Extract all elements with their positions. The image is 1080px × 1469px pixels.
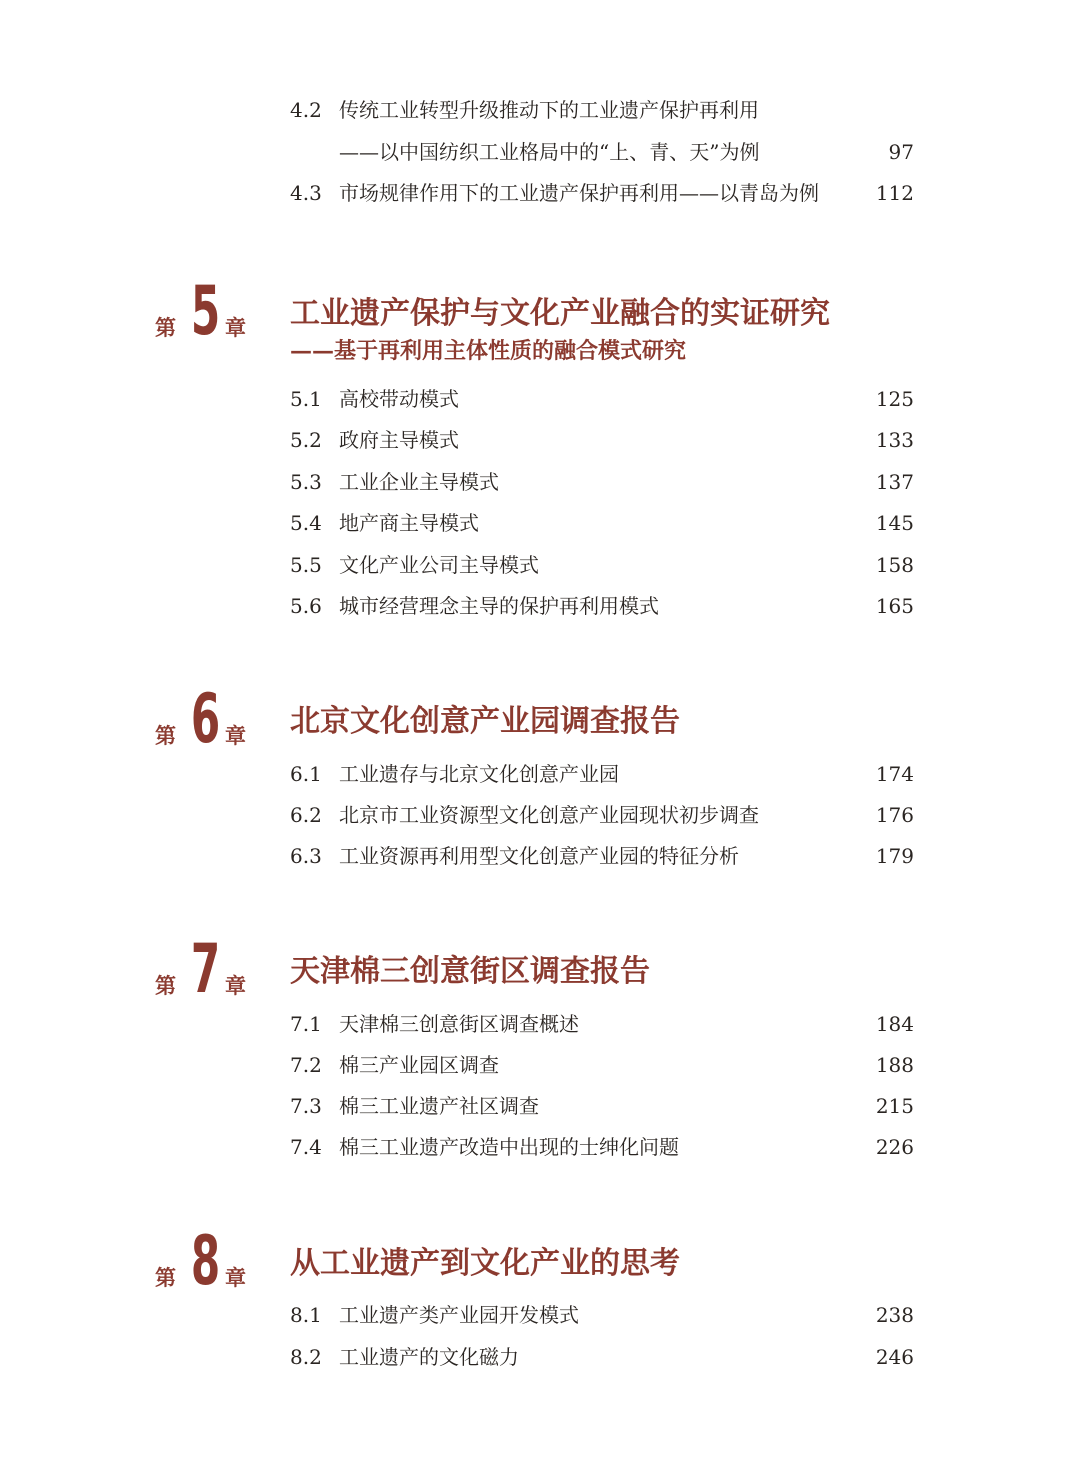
entry-title: 工业企业主导模式 [339,470,499,494]
entry-number: 4.3 [290,181,322,205]
entry-title: 北京市工业资源型文化创意产业园现状初步调查 [339,803,759,827]
toc-entry-6-2[interactable] [290,800,914,830]
entry-title: 高校带动模式 [339,387,459,411]
chapter-title: 从工业遗产到文化产业的思考 [290,1246,680,1281]
entry-page: 215 [875,1094,914,1118]
chapter-title: 天津棉三创意街区调查报告 [290,954,650,989]
entry-number: 8.1 [290,1303,322,1327]
entry-title: 工业资源再利用型文化创意产业园的特征分析 [339,844,739,868]
chapter-title: 北京文化创意产业园调查报告 [290,704,680,739]
chapter-6-heading[interactable] [155,680,935,760]
entry-title: ——以中国纺织工业格局中的“上、青、天”为例 [339,140,760,164]
chapter-label-prefix: 第 [155,1265,176,1290]
toc-entry-5-2[interactable] [290,425,914,455]
toc-entry-5-4[interactable] [290,508,914,538]
toc-entry-8-1[interactable] [290,1300,914,1330]
entry-title: 城市经营理念主导的保护再利用模式 [339,594,659,618]
entry-number: 8.2 [290,1345,322,1369]
chapter-number: 6 [190,680,219,759]
chapter-7-heading[interactable] [155,930,935,1010]
chapter-label-prefix: 第 [155,315,176,340]
entry-title: 工业遗产的文化磁力 [339,1345,519,1369]
chapter-number: 7 [190,930,219,1009]
entry-page: 238 [875,1303,914,1327]
entry-page: 112 [875,181,914,205]
toc-entry-6-1[interactable] [290,759,914,789]
entry-number: 5.3 [290,470,322,494]
entry-page: 97 [888,140,914,164]
entry-page: 246 [875,1345,914,1369]
entry-title: 传统工业转型升级推动下的工业遗产保护再利用 [339,98,759,122]
toc-entry-7-3[interactable] [290,1091,914,1121]
entry-page: 176 [875,803,914,827]
entry-title: 政府主导模式 [339,428,459,452]
chapter-label-suffix: 章 [225,973,246,998]
chapter-label-suffix: 章 [225,1265,246,1290]
entry-page: 133 [875,428,914,452]
entry-page: 145 [875,511,914,535]
entry-number: 5.1 [290,387,322,411]
chapter-5-heading[interactable] [155,272,935,364]
chapter-number: 5 [190,272,219,351]
entry-number: 7.2 [290,1053,322,1077]
chapter-label-suffix: 章 [225,315,246,340]
entry-title: 天津棉三创意街区调查概述 [339,1012,579,1036]
entry-number: 5.4 [290,511,322,535]
toc-entry-5-6[interactable] [290,591,914,621]
chapter-number: 8 [190,1222,219,1301]
entry-page: 179 [875,844,914,868]
entry-title: 棉三产业园区调查 [339,1053,499,1077]
entry-number: 6.2 [290,803,322,827]
entry-number: 7.4 [290,1135,322,1159]
entry-title: 棉三工业遗产社区调查 [339,1094,539,1118]
entry-title: 棉三工业遗产改造中出现的士绅化问题 [339,1135,679,1159]
entry-page: 226 [875,1135,914,1159]
entry-title: 工业遗存与北京文化创意产业园 [339,762,619,786]
chapter-title: 工业遗产保护与文化产业融合的实证研究 [290,296,830,331]
entry-page: 174 [875,762,914,786]
entry-number: 4.2 [290,98,322,122]
toc-entry-7-4[interactable] [290,1132,914,1162]
chapter-label-suffix: 章 [225,723,246,748]
toc-entry-5-3[interactable] [290,467,914,497]
entry-page: 158 [875,553,914,577]
entry-number: 5.6 [290,594,322,618]
toc-entry-5-5[interactable] [290,550,914,580]
entry-number: 6.1 [290,762,322,786]
entry-page: 188 [875,1053,914,1077]
toc-entry-4-2[interactable] [290,95,914,125]
toc-entry-5-1[interactable] [290,384,914,414]
entry-title: 文化产业公司主导模式 [339,553,539,577]
toc-entry-7-1[interactable] [290,1009,914,1039]
chapter-label-prefix: 第 [155,723,176,748]
toc-entry-4-2-subtitle[interactable] [290,137,914,167]
entry-page: 125 [875,387,914,411]
entry-number: 6.3 [290,844,322,868]
toc-entry-7-2[interactable] [290,1050,914,1080]
entry-number: 7.3 [290,1094,322,1118]
chapter-8-heading[interactable] [155,1222,935,1302]
entry-page: 165 [875,594,914,618]
toc-entry-6-3[interactable] [290,841,914,871]
chapter-subtitle: ——基于再利用主体性质的融合模式研究 [290,338,687,364]
entry-title: 市场规律作用下的工业遗产保护再利用——以青岛为例 [339,181,819,205]
entry-title: 工业遗产类产业园开发模式 [339,1303,579,1327]
toc-entry-8-2[interactable] [290,1342,914,1372]
chapter-label-prefix: 第 [155,973,176,998]
entry-page: 184 [875,1012,914,1036]
entry-title: 地产商主导模式 [339,511,479,535]
toc-entry-4-3[interactable] [290,178,914,208]
entry-page: 137 [875,470,914,494]
entry-number: 5.5 [290,553,322,577]
entry-number: 5.2 [290,428,322,452]
entry-number: 7.1 [290,1012,322,1036]
